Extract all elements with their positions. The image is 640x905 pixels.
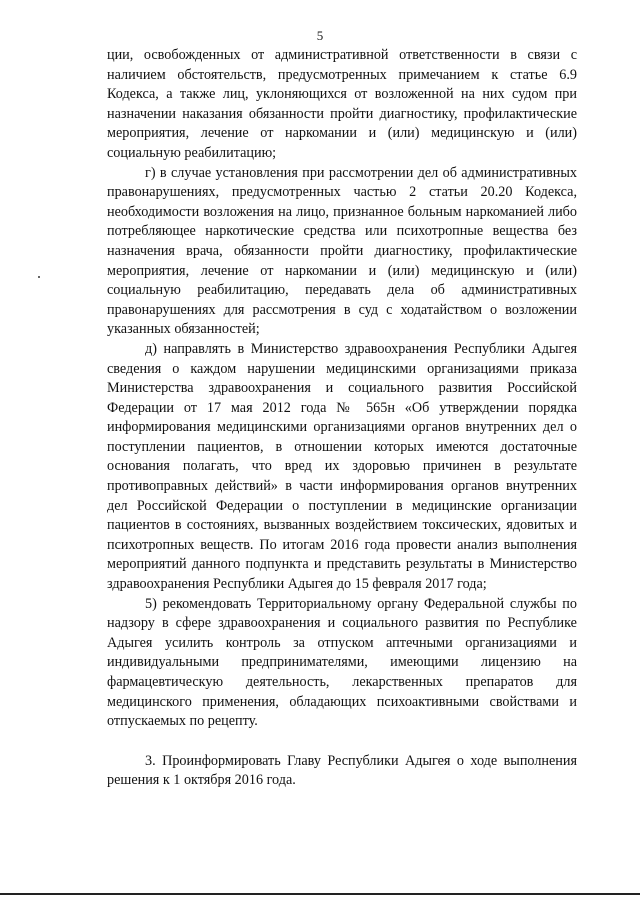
- paragraph-item-d: д) направлять в Министерство здравоохранения Республики Адыгея сведения о каждом нарушении медицинскими организациями приказа Министерства здравоохранения и социального развития Российской Федерации от 17 мая 2012 года № 565н «Об утверждении порядка информирования медицинскими организациями органов внутренних дел о поступлении пациентов, в отношении которых имеются достаточные основания полагать, что вред их здоровью причинен в результате противоправных действий» в части информирования органов внутренних дел Российской Федерации о поступлении в медицинские организации пациентов в состояниях, вызванных воздействием токсических, ядовитых и психотропных веществ. По итогам 2016 года провести анализ выполнения мероприятий данного подпункта и представить результаты в Министерство здравоохранения Республики Адыгея до 15 февраля 2017 года;: [107, 340, 577, 593]
- paragraph-spacer: [107, 732, 577, 752]
- paragraph-continuation: ции, освобожденных от административной ответственности в связи с наличием обстоятельств, предусмотренных примечанием к статье 6.9 Кодекса, а также лиц, уклоняющихся от возложенной на них судом при назначении наказания обязанности пройти диагностику, профилактические мероприятия, лечение от наркомании и (или) медицинскую и (или) социальную реабилитацию;: [107, 47, 577, 161]
- paragraph-item-g: г) в случае установления при рассмотрении дел об административных правонарушениях, предусмотренных частью 2 статьи 20.20 Кодекса, необходимости возложения на лицо, признанное больным наркоманией либо потребляющее наркотические средства или психотропные вещества без назначения врача, обязанности пройти диагностику, профилактические мероприятия, лечение от наркомании и (или) медицинскую и (или) социальную реабилитацию, передавать дела об административных правонарушениях для рассмотрения в суд с ходатайством о возложении указанных обязанностей;: [107, 164, 577, 338]
- scan-bottom-edge: [0, 893, 640, 895]
- page-number: 5: [316, 28, 324, 43]
- document-body: [107, 46, 577, 791]
- paragraph-item-5: 5) рекомендовать Территориальному органу Федеральной службы по надзору в сфере здравоохранения и социального развития по Республике Адыгея усилить контроль за отпуском аптечными организациями и индивидуальными предпринимателями, имеющими лицензию на фармацевтическую деятельность, лекарственных препаратов для медицинского применения, обладающих психоактивными свойствами и отпускаемых по рецепту.: [107, 595, 577, 730]
- scan-margin-mark: [38, 276, 40, 278]
- paragraph-item-3: 3. Проинформировать Главу Республики Адыгея о ходе выполнения решения к 1 октября 2016 года.: [107, 752, 577, 789]
